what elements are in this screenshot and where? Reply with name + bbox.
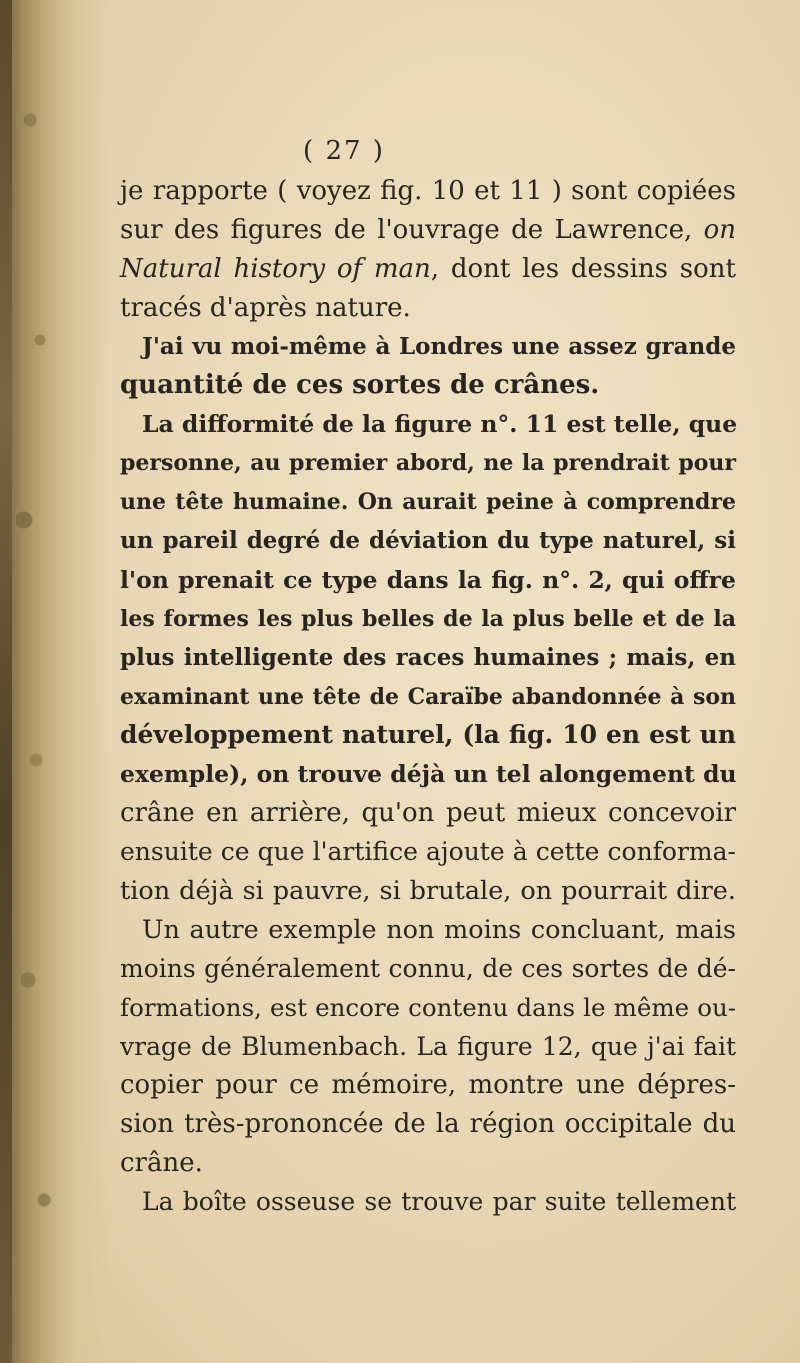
text-line: tracés d'après nature.	[120, 292, 411, 323]
text-line: moins généralement connu, de ces sortes de dé-	[120, 953, 736, 983]
text-line: les formes les plus belles de la plus belle et de la	[120, 605, 736, 632]
text-line: une tête humaine. On aurait peine à comprendre	[120, 489, 736, 516]
text-line: Un autre exemple non moins concluant, mais	[142, 914, 736, 945]
text-line: La boîte osseuse se trouve par suite tellement	[142, 1187, 736, 1217]
text-line: plus intelligente des races humaines ; mais, en	[120, 643, 736, 671]
text-line: l'on prenait ce type dans la fig. n°. 2, qui offre	[120, 565, 736, 594]
text-line: examinant une tête de Caraïbe abandonnée à son	[120, 683, 736, 710]
text-line	[120, 211, 736, 250]
text-line: personne, au premier abord, ne la prendrait pour	[120, 450, 736, 477]
text-line: ensuite ce que l'artifice ajoute à cette conforma-	[120, 837, 736, 867]
text-line: développement naturel, (la fig. 10 en est un	[120, 720, 736, 750]
text-line: je rapporte ( voyez fig. 10 et 11 ) sont copiées	[120, 176, 736, 206]
text-line: J'ai vu moi-même à Londres une assez grande	[142, 332, 736, 360]
text-line: vrage de Blumenbach. La figure 12, que j'ai fait	[120, 1031, 736, 1061]
italic-title: Natural history of man	[120, 253, 431, 284]
text-line: sion très-prononcée de la région occipitale du	[120, 1109, 736, 1140]
text-line	[120, 250, 736, 289]
text-line: quantité de ces sortes de crânes.	[120, 370, 600, 401]
text-line: crâne en arrière, qu'on peut mieux concevoir	[120, 798, 736, 829]
text-segment: sur des figures de l'ouvrage de Lawrence,	[120, 214, 704, 245]
text-line: La difformité de la figure n°. 11 est telle, que	[142, 410, 738, 439]
text-line: un pareil degré de déviation du type naturel, si	[120, 527, 736, 555]
italic-title: on	[703, 214, 736, 245]
page-number: ( 27 )	[303, 136, 385, 166]
text-line: tion déjà si pauvre, si brutale, on pourrait dire.	[120, 876, 736, 907]
foxing-stains	[10, 0, 70, 1363]
text-line: copier pour ce mémoire, montre une dépres-	[120, 1070, 736, 1101]
text-segment: , dont les dessins sont	[430, 253, 736, 284]
text-line: crâne.	[120, 1148, 203, 1179]
text-line: formations, est encore contenu dans le même ou-	[120, 992, 736, 1022]
text-line: exemple), on trouve déjà un tel alongement du	[120, 760, 737, 789]
body-text	[120, 172, 736, 1222]
